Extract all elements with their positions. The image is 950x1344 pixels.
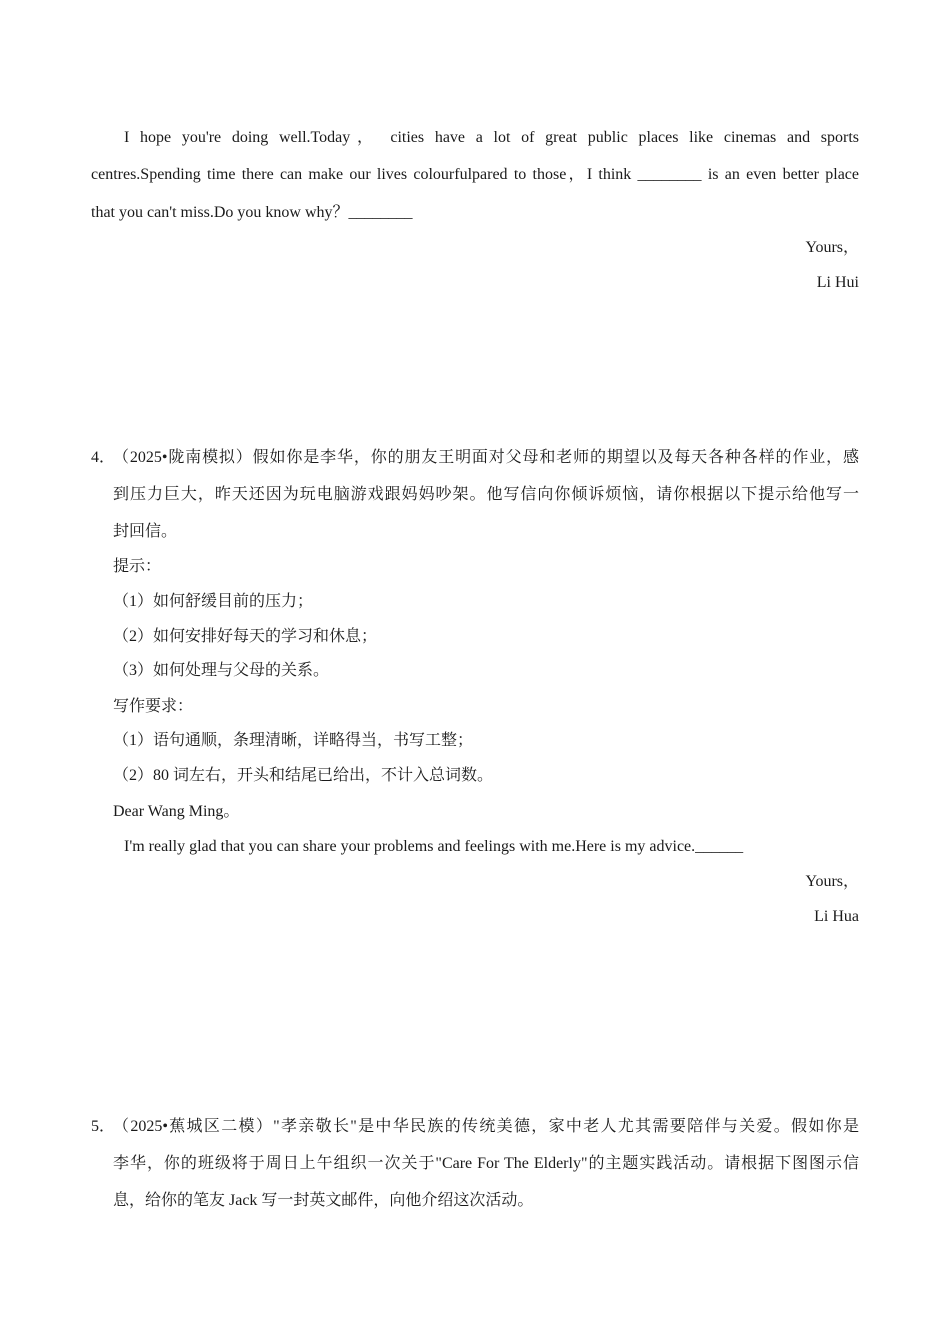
q4-closing: Yours， [805,873,859,890]
q4-line3: 封回信。 [113,523,178,540]
letter1-signature: Li Hui [816,274,859,291]
q4-salutation: Dear Wang Ming。 [113,803,240,820]
letter1-line1: I hope you're doing well.Today， cities have a lot of great public places like cinemas and sports [124,129,859,146]
q4-number: 4． [91,449,116,466]
letter1-line2: centres.Spending time there can make our lives colourfulpared to those，I think ________ is an even better place [91,166,859,183]
q5-number: 5． [91,1118,116,1135]
q4-req: （2）80 词左右，开头和结尾已给出，不计入总词数。 [113,767,494,784]
q5-line2: 李华，你的班级将于周日上午组织一次关于"Care For The Elderly"的主题实践活动。请根据下图图示信 [113,1155,859,1172]
q4-signature: Li Hua [814,908,859,925]
q5-line1: （2025•蕉城区二模）"孝亲敬长"是中华民族的传统美德，家中老人尤其需要陪伴与关爱。假如你是 [113,1118,859,1135]
q4-line2: 到压力巨大，昨天还因为玩电脑游戏跟妈妈吵架。他写信向你倾诉烦恼，请你根据以下提示给他写一 [113,486,859,503]
q4-req: （1）语句通顺，条理清晰，详略得当，书写工整； [113,732,474,749]
q5-line3: 息，给你的笔友 Jack 写一封英文邮件，向他介绍这次活动。 [113,1192,534,1209]
q4-hints-title: 提示： [113,558,162,575]
letter1-closing: Yours， [805,239,859,256]
q4-line1: （2025•陇南模拟）假如你是李华，你的朋友王明面对父母和老师的期望以及每天各种各样的作业，感 [113,449,859,466]
q4-letter-body: I'm really glad that you can share your problems and feelings with me.Here is my advice.______ [124,838,744,855]
letter1-line3: that you can't miss.Do you know why？________ [91,204,413,221]
q4-hint: （1）如何舒缓目前的压力； [113,593,314,610]
q4-hint: （3）如何处理与父母的关系。 [113,662,330,679]
q4-req-title: 写作要求： [113,698,194,715]
q4-hint: （2）如何安排好每天的学习和休息； [113,628,378,645]
